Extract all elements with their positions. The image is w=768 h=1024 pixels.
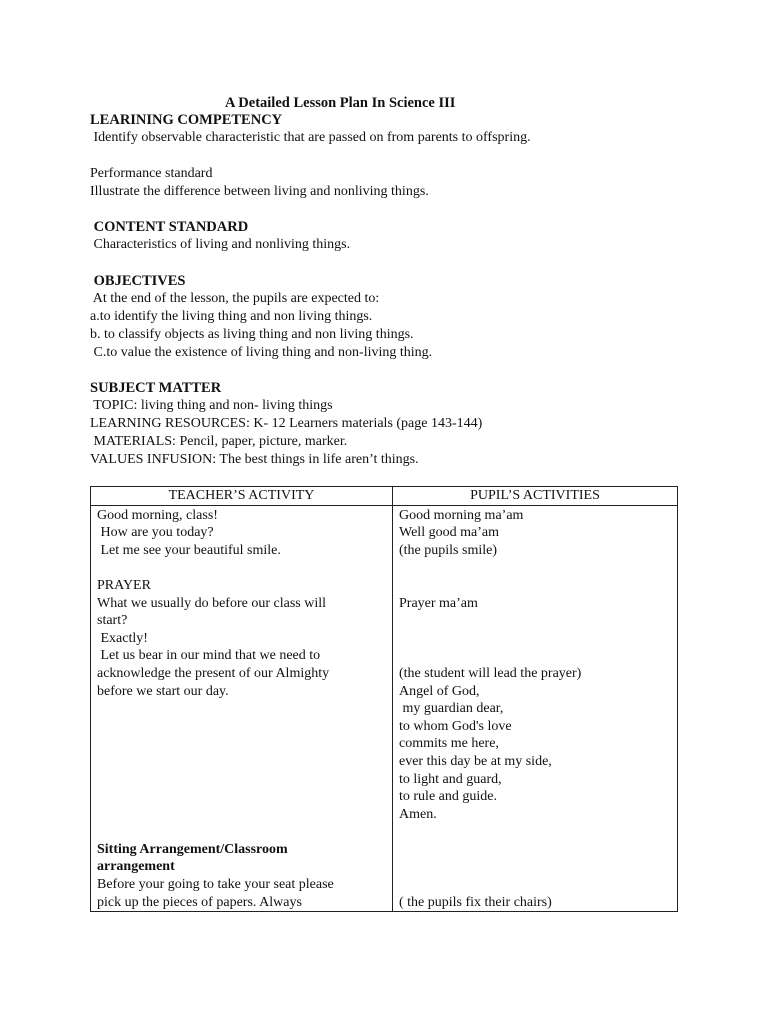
teacher-activity-line: before we start our day. xyxy=(97,683,229,699)
objective-item: a.to identify the living thing and non living things. xyxy=(90,309,373,324)
teacher-activity-line: Sitting Arrangement/Classroom xyxy=(97,841,288,857)
teacher-activity-header: TEACHER’S ACTIVITY xyxy=(91,487,393,506)
teacher-activity-line xyxy=(97,771,386,789)
teacher-activity-line: start? xyxy=(97,613,128,629)
performance-standard-text: Illustrate the difference between living and nonliving things. xyxy=(90,184,429,199)
teacher-activity-line: Let us bear in our mind that we need to xyxy=(97,648,321,664)
activity-table-header xyxy=(91,487,678,506)
learning-competency-text: Identify observable characteristic that are passed on from parents to offspring. xyxy=(90,130,531,145)
activity-table xyxy=(90,486,678,912)
teacher-activity-line xyxy=(97,735,386,753)
teacher-activity-line: acknowledge the present of our Almighty xyxy=(97,665,330,681)
pupil-activity-line xyxy=(399,612,671,630)
teacher-activity-line xyxy=(97,823,386,841)
objective-item: C.to value the existence of living thing and non-living thing. xyxy=(90,345,433,360)
teacher-activity-line: How are you today? xyxy=(97,525,214,541)
teacher-activity-line: Let me see your beautiful smile. xyxy=(97,542,281,558)
teacher-activity-line xyxy=(97,700,386,718)
pupil-activity-line xyxy=(399,823,671,841)
pupil-activity-line: Amen. xyxy=(399,806,437,822)
table-row xyxy=(91,505,678,912)
content-standard-text: Characteristics of living and nonliving things. xyxy=(90,237,351,252)
pupil-activity-line: ( the pupils fix their chairs) xyxy=(399,894,552,910)
teacher-activity-line xyxy=(97,559,386,577)
teacher-activity-line xyxy=(97,753,386,771)
subject-matter-line: VALUES INFUSION: The best things in life aren’t things. xyxy=(90,452,419,467)
pupil-activity-line: my guardian dear, xyxy=(399,701,504,717)
teacher-activity-line xyxy=(97,788,386,806)
pupil-activity-line xyxy=(399,841,671,859)
pupil-activity-line: ever this day be at my side, xyxy=(399,753,552,769)
pupil-activity-line xyxy=(399,647,671,665)
teacher-activity-line: Before your going to take your seat please xyxy=(97,877,334,893)
teacher-activity-line: Exactly! xyxy=(97,630,148,646)
teacher-activity-line: pick up the pieces of papers. Always xyxy=(97,894,302,910)
pupil-activity-line: (the student will lead the prayer) xyxy=(399,665,582,681)
objectives-heading: OBJECTIVES xyxy=(90,273,186,289)
performance-standard-heading: Performance standard xyxy=(90,166,213,181)
teacher-activity-line: arrangement xyxy=(97,859,175,875)
pupil-activity-line: to whom God's love xyxy=(399,718,512,734)
teacher-activity-line: PRAYER xyxy=(97,577,151,593)
teacher-activity-line: What we usually do before our class will xyxy=(97,595,326,611)
pupil-activities-cell xyxy=(393,505,678,912)
pupil-activity-line: commits me here, xyxy=(399,736,499,752)
pupil-activity-line: Angel of God, xyxy=(399,683,480,699)
subject-matter-heading: SUBJECT MATTER xyxy=(90,380,222,396)
pupil-activity-line xyxy=(399,559,671,577)
subject-matter-line: MATERIALS: Pencil, paper, picture, marker. xyxy=(90,434,348,449)
pupil-activity-line xyxy=(399,876,671,894)
teacher-activity-line xyxy=(97,718,386,736)
teacher-activity-cell xyxy=(91,505,393,912)
pupil-activities-header: PUPIL’S ACTIVITIES xyxy=(393,487,678,506)
pupil-activity-line: Good morning ma’am xyxy=(399,507,524,523)
pupil-activity-line xyxy=(399,630,671,648)
teacher-activity-line: Good morning, class! xyxy=(97,507,218,523)
document-title: A Detailed Lesson Plan In Science III xyxy=(225,95,456,111)
subject-matter-line: TOPIC: living thing and non- living things xyxy=(90,398,333,413)
pupil-activity-line xyxy=(399,858,671,876)
pupil-activity-line: Well good ma’am xyxy=(399,525,499,541)
pupil-activity-line: to light and guard, xyxy=(399,771,502,787)
pupil-activity-line xyxy=(399,577,671,595)
pupil-activity-line: Prayer ma’am xyxy=(399,595,478,611)
content-standard-heading: CONTENT STANDARD xyxy=(90,219,249,235)
objectives-intro: At the end of the lesson, the pupils are expected to: xyxy=(90,291,380,306)
objective-item: b. to classify objects as living thing and non living things. xyxy=(90,327,414,342)
teacher-activity-line xyxy=(97,806,386,824)
learning-competency-heading: LEARINING COMPETENCY xyxy=(90,112,283,128)
pupil-activity-line: to rule and guide. xyxy=(399,789,497,805)
pupil-activity-line: (the pupils smile) xyxy=(399,542,497,558)
subject-matter-line: LEARNING RESOURCES: K- 12 Learners materials (page 143-144) xyxy=(90,416,483,431)
